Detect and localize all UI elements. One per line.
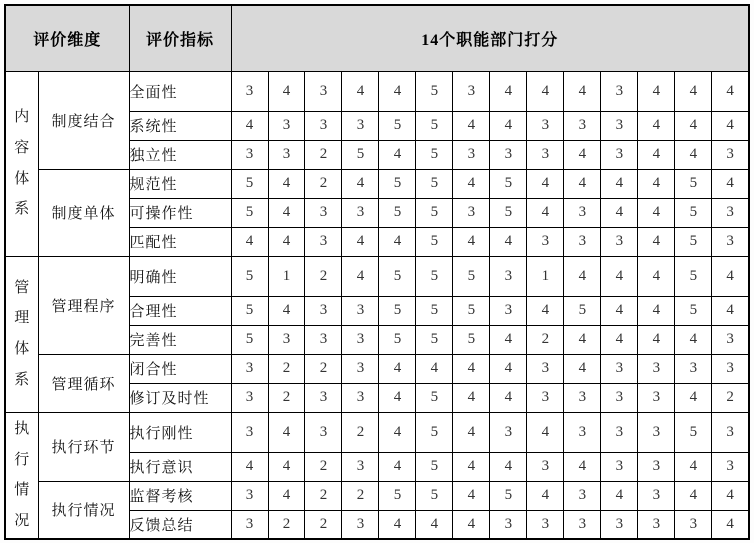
score-cell: 5 xyxy=(379,296,416,325)
score-cell: 4 xyxy=(564,140,601,169)
score-cell: 4 xyxy=(453,227,490,256)
score-cell: 3 xyxy=(638,383,675,412)
score-cell: 4 xyxy=(379,412,416,452)
score-cell: 3 xyxy=(638,412,675,452)
score-cell: 3 xyxy=(490,140,527,169)
score-cell: 4 xyxy=(675,481,712,510)
score-cell: 3 xyxy=(342,354,379,383)
indicator-cell: 匹配性 xyxy=(129,227,231,256)
score-cell: 5 xyxy=(416,256,453,296)
score-cell: 5 xyxy=(675,412,712,452)
score-cell: 4 xyxy=(416,354,453,383)
score-cell: 3 xyxy=(453,71,490,111)
score-cell: 5 xyxy=(379,169,416,198)
score-cell: 3 xyxy=(712,227,749,256)
group-cell: 执行情况 xyxy=(38,481,129,539)
score-cell: 3 xyxy=(305,296,342,325)
score-cell: 3 xyxy=(712,325,749,354)
score-cell: 4 xyxy=(490,71,527,111)
score-cell: 3 xyxy=(490,296,527,325)
score-cell: 4 xyxy=(601,481,638,510)
dimension-cell xyxy=(5,71,38,256)
score-cell: 4 xyxy=(453,452,490,481)
score-cell: 3 xyxy=(638,354,675,383)
score-cell: 3 xyxy=(231,412,268,452)
score-cell: 5 xyxy=(416,227,453,256)
score-cell: 4 xyxy=(638,198,675,227)
score-cell: 4 xyxy=(268,412,305,452)
score-cell: 2 xyxy=(342,481,379,510)
score-cell: 2 xyxy=(305,169,342,198)
score-cell: 4 xyxy=(268,481,305,510)
score-cell: 3 xyxy=(601,140,638,169)
score-cell: 3 xyxy=(712,140,749,169)
score-cell: 3 xyxy=(638,452,675,481)
score-cell: 4 xyxy=(638,325,675,354)
score-cell: 5 xyxy=(453,325,490,354)
score-cell: 4 xyxy=(453,481,490,510)
indicator-cell: 修订及时性 xyxy=(129,383,231,412)
score-cell: 5 xyxy=(675,169,712,198)
dimension-cell xyxy=(5,256,38,412)
score-cell: 5 xyxy=(379,198,416,227)
score-cell: 4 xyxy=(268,227,305,256)
score-cell: 2 xyxy=(305,256,342,296)
score-cell: 3 xyxy=(231,354,268,383)
score-cell: 3 xyxy=(675,354,712,383)
score-cell: 3 xyxy=(601,383,638,412)
score-cell: 4 xyxy=(638,256,675,296)
score-cell: 3 xyxy=(305,198,342,227)
header-dimension: 评价维度 xyxy=(5,5,129,71)
score-cell: 3 xyxy=(527,354,564,383)
score-cell: 3 xyxy=(638,510,675,539)
group-cell: 制度结合 xyxy=(38,71,129,169)
score-cell: 4 xyxy=(490,383,527,412)
score-cell: 3 xyxy=(305,383,342,412)
score-cell: 4 xyxy=(527,169,564,198)
indicator-cell: 反馈总结 xyxy=(129,510,231,539)
indicator-cell: 合理性 xyxy=(129,296,231,325)
score-cell: 4 xyxy=(379,510,416,539)
score-cell: 4 xyxy=(601,169,638,198)
score-cell: 4 xyxy=(453,412,490,452)
score-cell: 4 xyxy=(490,452,527,481)
score-cell: 3 xyxy=(527,510,564,539)
score-cell: 3 xyxy=(231,71,268,111)
score-cell: 3 xyxy=(342,198,379,227)
score-cell: 4 xyxy=(675,325,712,354)
indicator-cell: 监督考核 xyxy=(129,481,231,510)
score-cell: 3 xyxy=(527,383,564,412)
score-cell: 3 xyxy=(564,198,601,227)
score-cell: 4 xyxy=(601,296,638,325)
score-cell: 3 xyxy=(231,510,268,539)
score-cell: 5 xyxy=(675,198,712,227)
score-cell: 3 xyxy=(712,452,749,481)
score-cell: 4 xyxy=(453,111,490,140)
score-cell: 3 xyxy=(490,256,527,296)
group-cell: 制度单体 xyxy=(38,169,129,256)
score-cell: 3 xyxy=(712,354,749,383)
score-cell: 5 xyxy=(564,296,601,325)
score-cell: 3 xyxy=(527,140,564,169)
score-cell: 4 xyxy=(638,169,675,198)
score-cell: 3 xyxy=(490,412,527,452)
score-cell: 2 xyxy=(527,325,564,354)
score-cell: 5 xyxy=(416,296,453,325)
score-cell: 3 xyxy=(712,198,749,227)
score-cell: 4 xyxy=(490,227,527,256)
indicator-cell: 规范性 xyxy=(129,169,231,198)
score-cell: 5 xyxy=(379,256,416,296)
score-cell: 4 xyxy=(564,452,601,481)
score-cell: 3 xyxy=(601,354,638,383)
score-cell: 3 xyxy=(231,140,268,169)
score-cell: 5 xyxy=(231,296,268,325)
score-cell: 3 xyxy=(342,111,379,140)
evaluation-table xyxy=(4,4,750,540)
score-cell: 3 xyxy=(342,510,379,539)
score-cell: 5 xyxy=(416,169,453,198)
score-cell: 5 xyxy=(379,111,416,140)
score-cell: 5 xyxy=(416,452,453,481)
score-cell: 4 xyxy=(453,169,490,198)
score-cell: 4 xyxy=(453,354,490,383)
score-cell: 3 xyxy=(231,481,268,510)
score-cell: 3 xyxy=(564,383,601,412)
score-cell: 5 xyxy=(416,198,453,227)
score-cell: 4 xyxy=(527,481,564,510)
score-cell: 4 xyxy=(342,71,379,111)
indicator-cell: 明确性 xyxy=(129,256,231,296)
score-cell: 4 xyxy=(268,169,305,198)
score-cell: 4 xyxy=(379,452,416,481)
score-cell: 4 xyxy=(453,383,490,412)
score-cell: 4 xyxy=(638,140,675,169)
score-cell: 3 xyxy=(712,412,749,452)
indicator-cell: 执行意识 xyxy=(129,452,231,481)
score-cell: 4 xyxy=(564,256,601,296)
score-cell: 5 xyxy=(490,481,527,510)
score-cell: 4 xyxy=(601,256,638,296)
score-cell: 2 xyxy=(342,412,379,452)
score-cell: 2 xyxy=(268,354,305,383)
score-cell: 4 xyxy=(527,198,564,227)
score-cell: 4 xyxy=(268,198,305,227)
score-cell: 5 xyxy=(416,140,453,169)
score-cell: 3 xyxy=(601,111,638,140)
score-cell: 3 xyxy=(601,510,638,539)
score-cell: 3 xyxy=(564,412,601,452)
indicator-cell: 完善性 xyxy=(129,325,231,354)
score-cell: 3 xyxy=(268,111,305,140)
indicator-cell: 独立性 xyxy=(129,140,231,169)
score-cell: 4 xyxy=(712,169,749,198)
score-cell: 4 xyxy=(675,140,712,169)
score-cell: 4 xyxy=(527,296,564,325)
score-cell: 3 xyxy=(564,227,601,256)
score-cell: 5 xyxy=(453,256,490,296)
score-cell: 4 xyxy=(712,71,749,111)
group-cell: 管理程序 xyxy=(38,256,129,354)
table-body xyxy=(5,71,749,539)
score-cell: 5 xyxy=(379,481,416,510)
score-cell: 3 xyxy=(342,296,379,325)
score-cell: 4 xyxy=(712,296,749,325)
score-cell: 4 xyxy=(268,71,305,111)
score-cell: 4 xyxy=(268,296,305,325)
score-cell: 3 xyxy=(675,510,712,539)
score-cell: 4 xyxy=(342,169,379,198)
score-cell: 3 xyxy=(342,325,379,354)
score-cell: 4 xyxy=(416,510,453,539)
indicator-cell: 系统性 xyxy=(129,111,231,140)
score-cell: 2 xyxy=(305,452,342,481)
table-row xyxy=(5,412,749,452)
score-cell: 4 xyxy=(638,111,675,140)
score-cell: 4 xyxy=(601,325,638,354)
score-cell: 3 xyxy=(268,325,305,354)
dimension-vertical-text: 管理体系 xyxy=(14,279,30,388)
score-cell: 4 xyxy=(268,452,305,481)
dimension-cell xyxy=(5,412,38,539)
score-cell: 4 xyxy=(379,71,416,111)
score-cell: 4 xyxy=(675,452,712,481)
header-indicator: 评价指标 xyxy=(129,5,231,71)
dimension-vertical-text: 内容体系 xyxy=(14,109,30,218)
score-cell: 4 xyxy=(601,198,638,227)
score-cell: 3 xyxy=(305,227,342,256)
score-cell: 3 xyxy=(527,111,564,140)
indicator-cell: 全面性 xyxy=(129,71,231,111)
dimension-vertical-text: 执行情况 xyxy=(14,420,30,529)
score-cell: 4 xyxy=(342,256,379,296)
score-cell: 5 xyxy=(231,198,268,227)
score-cell: 4 xyxy=(490,325,527,354)
score-cell: 1 xyxy=(527,256,564,296)
score-cell: 4 xyxy=(490,354,527,383)
score-cell: 4 xyxy=(564,325,601,354)
score-cell: 4 xyxy=(564,354,601,383)
score-cell: 4 xyxy=(527,412,564,452)
score-cell: 3 xyxy=(638,481,675,510)
score-cell: 3 xyxy=(564,111,601,140)
score-cell: 4 xyxy=(379,383,416,412)
score-cell: 5 xyxy=(490,169,527,198)
header-row xyxy=(5,5,749,71)
score-cell: 2 xyxy=(305,481,342,510)
score-cell: 2 xyxy=(305,140,342,169)
score-cell: 4 xyxy=(675,111,712,140)
score-cell: 4 xyxy=(712,256,749,296)
score-cell: 4 xyxy=(712,111,749,140)
score-cell: 4 xyxy=(342,227,379,256)
score-cell: 4 xyxy=(527,71,564,111)
score-cell: 4 xyxy=(638,71,675,111)
score-cell: 3 xyxy=(564,481,601,510)
score-cell: 5 xyxy=(416,71,453,111)
indicator-cell: 执行刚性 xyxy=(129,412,231,452)
score-cell: 3 xyxy=(527,452,564,481)
score-cell: 3 xyxy=(268,140,305,169)
indicator-cell: 闭合性 xyxy=(129,354,231,383)
score-cell: 5 xyxy=(675,296,712,325)
score-cell: 5 xyxy=(416,412,453,452)
table-row xyxy=(5,354,749,383)
score-cell: 3 xyxy=(305,412,342,452)
score-cell: 4 xyxy=(379,354,416,383)
score-cell: 5 xyxy=(342,140,379,169)
score-cell: 3 xyxy=(601,412,638,452)
score-cell: 3 xyxy=(453,140,490,169)
score-cell: 4 xyxy=(675,71,712,111)
score-cell: 4 xyxy=(564,71,601,111)
score-cell: 1 xyxy=(268,256,305,296)
score-cell: 3 xyxy=(231,383,268,412)
score-cell: 4 xyxy=(638,227,675,256)
score-cell: 5 xyxy=(231,325,268,354)
score-cell: 5 xyxy=(416,383,453,412)
score-cell: 4 xyxy=(675,383,712,412)
score-cell: 5 xyxy=(675,227,712,256)
score-cell: 4 xyxy=(712,510,749,539)
score-cell: 4 xyxy=(231,452,268,481)
score-cell: 3 xyxy=(527,227,564,256)
score-cell: 2 xyxy=(268,510,305,539)
score-cell: 5 xyxy=(416,325,453,354)
group-cell: 执行环节 xyxy=(38,412,129,481)
score-cell: 3 xyxy=(453,198,490,227)
score-cell: 3 xyxy=(342,383,379,412)
score-cell: 3 xyxy=(601,452,638,481)
score-cell: 5 xyxy=(675,256,712,296)
table-row xyxy=(5,169,749,198)
indicator-cell: 可操作性 xyxy=(129,198,231,227)
score-cell: 3 xyxy=(490,510,527,539)
table-header xyxy=(5,5,749,71)
score-cell: 4 xyxy=(231,227,268,256)
score-cell: 5 xyxy=(490,198,527,227)
score-cell: 3 xyxy=(601,71,638,111)
score-cell: 4 xyxy=(379,227,416,256)
score-cell: 5 xyxy=(231,169,268,198)
group-cell: 管理循环 xyxy=(38,354,129,412)
score-cell: 4 xyxy=(712,481,749,510)
table-row xyxy=(5,71,749,111)
score-cell: 4 xyxy=(638,296,675,325)
score-cell: 4 xyxy=(379,140,416,169)
score-cell: 4 xyxy=(564,169,601,198)
score-cell: 5 xyxy=(379,325,416,354)
score-cell: 3 xyxy=(601,227,638,256)
score-cell: 4 xyxy=(453,510,490,539)
score-cell: 3 xyxy=(305,71,342,111)
header-scores-title: 14个职能部门打分 xyxy=(231,5,749,71)
score-cell: 5 xyxy=(231,256,268,296)
score-cell: 3 xyxy=(305,111,342,140)
table-row xyxy=(5,256,749,296)
score-cell: 3 xyxy=(342,452,379,481)
score-cell: 3 xyxy=(305,325,342,354)
score-cell: 3 xyxy=(564,510,601,539)
score-cell: 4 xyxy=(231,111,268,140)
score-cell: 2 xyxy=(268,383,305,412)
table-row xyxy=(5,481,749,510)
score-cell: 5 xyxy=(416,111,453,140)
score-cell: 2 xyxy=(305,354,342,383)
score-cell: 4 xyxy=(490,111,527,140)
score-cell: 5 xyxy=(453,296,490,325)
score-cell: 2 xyxy=(712,383,749,412)
score-cell: 2 xyxy=(305,510,342,539)
score-cell: 5 xyxy=(416,481,453,510)
